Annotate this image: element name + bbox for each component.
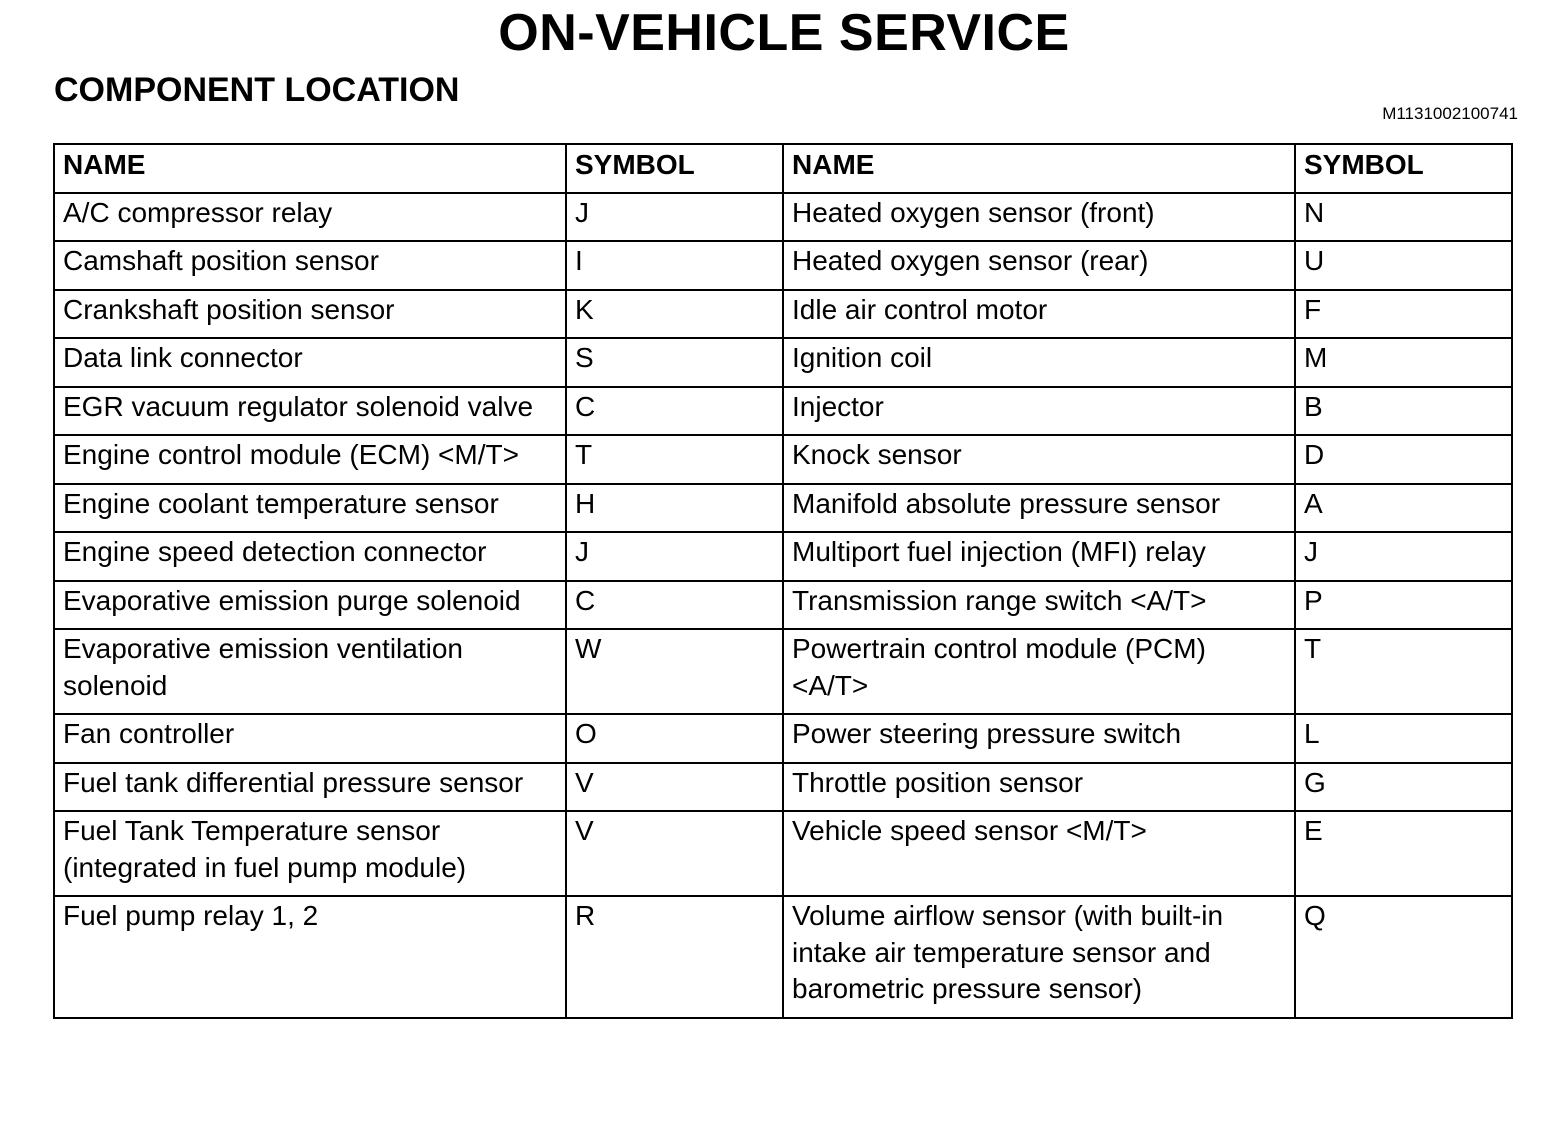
component-symbol-left: V <box>566 811 783 896</box>
component-name-right: Powertrain control module (PCM) <A/T> <box>783 629 1295 714</box>
component-symbol-left: T <box>566 435 783 484</box>
component-name-left: Data link connector <box>54 338 566 387</box>
component-symbol-left: I <box>566 241 783 290</box>
component-name-right: Idle air control motor <box>783 290 1295 339</box>
component-symbol-left: H <box>566 484 783 533</box>
table-row <box>54 290 1512 339</box>
component-name-left: Fuel Tank Temperature sensor (integrated in fuel pump module) <box>54 811 566 896</box>
table-row <box>54 241 1512 290</box>
table-row <box>54 714 1512 763</box>
column-header-symbol-right: SYMBOL <box>1295 144 1512 193</box>
component-symbol-right: E <box>1295 811 1512 896</box>
component-name-left: Camshaft position sensor <box>54 241 566 290</box>
component-symbol-right: M <box>1295 338 1512 387</box>
component-name-right: Volume airflow sensor (with built-in intake air temperature sensor and barometric pressure sensor) <box>783 896 1295 1018</box>
component-symbol-right: T <box>1295 629 1512 714</box>
component-name-left: Fuel tank differential pressure sensor <box>54 763 566 812</box>
page-title: ON-VEHICLE SERVICE <box>498 4 1070 62</box>
table-row <box>54 387 1512 436</box>
component-name-left: Evaporative emission ventilation solenoid <box>54 629 566 714</box>
component-name-right: Ignition coil <box>783 338 1295 387</box>
component-name-right: Transmission range switch <A/T> <box>783 581 1295 630</box>
table-row <box>54 811 1512 896</box>
table-header-row <box>54 144 1512 193</box>
component-name-right: Throttle position sensor <box>783 763 1295 812</box>
section-title: COMPONENT LOCATION <box>54 71 460 109</box>
column-header-name-right: NAME <box>783 144 1295 193</box>
component-symbol-right: L <box>1295 714 1512 763</box>
component-symbol-left: O <box>566 714 783 763</box>
table-row <box>54 629 1512 714</box>
document-id: M1131002100741 <box>1382 104 1518 123</box>
table-row <box>54 484 1512 533</box>
component-symbol-left: V <box>566 763 783 812</box>
component-name-right: Power steering pressure switch <box>783 714 1295 763</box>
component-symbol-right: N <box>1295 193 1512 242</box>
component-symbol-left: C <box>566 387 783 436</box>
table-row <box>54 763 1512 812</box>
component-name-left: Engine speed detection connector <box>54 532 566 581</box>
table-row <box>54 435 1512 484</box>
component-name-left: Evaporative emission purge solenoid <box>54 581 566 630</box>
component-symbol-right: D <box>1295 435 1512 484</box>
component-name-left: Engine control module (ECM) <M/T> <box>54 435 566 484</box>
component-name-left: EGR vacuum regulator solenoid valve <box>54 387 566 436</box>
component-name-left: A/C compressor relay <box>54 193 566 242</box>
component-symbol-right: U <box>1295 241 1512 290</box>
component-name-right: Manifold absolute pressure sensor <box>783 484 1295 533</box>
component-symbol-left: W <box>566 629 783 714</box>
component-name-right: Heated oxygen sensor (rear) <box>783 241 1295 290</box>
component-symbol-right: A <box>1295 484 1512 533</box>
component-name-right: Multiport fuel injection (MFI) relay <box>783 532 1295 581</box>
table-row <box>54 581 1512 630</box>
component-symbol-right: J <box>1295 532 1512 581</box>
component-symbol-left: C <box>566 581 783 630</box>
component-symbol-right: F <box>1295 290 1512 339</box>
table-row <box>54 193 1512 242</box>
component-symbol-left: R <box>566 896 783 1018</box>
component-symbol-right: Q <box>1295 896 1512 1018</box>
column-header-name-left: NAME <box>54 144 566 193</box>
component-symbol-right: B <box>1295 387 1512 436</box>
component-name-right: Injector <box>783 387 1295 436</box>
component-name-left: Crankshaft position sensor <box>54 290 566 339</box>
component-name-left: Fan controller <box>54 714 566 763</box>
component-symbol-right: G <box>1295 763 1512 812</box>
component-symbol-left: S <box>566 338 783 387</box>
component-name-right: Vehicle speed sensor <M/T> <box>783 811 1295 896</box>
component-symbol-left: K <box>566 290 783 339</box>
table-row <box>54 532 1512 581</box>
table-row <box>54 896 1512 1018</box>
component-name-right: Knock sensor <box>783 435 1295 484</box>
component-location-table <box>53 143 1513 1019</box>
component-symbol-right: P <box>1295 581 1512 630</box>
component-symbol-left: J <box>566 193 783 242</box>
component-name-left: Fuel pump relay 1, 2 <box>54 896 566 1018</box>
component-name-right: Heated oxygen sensor (front) <box>783 193 1295 242</box>
table-row <box>54 338 1512 387</box>
component-symbol-left: J <box>566 532 783 581</box>
column-header-symbol-left: SYMBOL <box>566 144 783 193</box>
component-name-left: Engine coolant temperature sensor <box>54 484 566 533</box>
